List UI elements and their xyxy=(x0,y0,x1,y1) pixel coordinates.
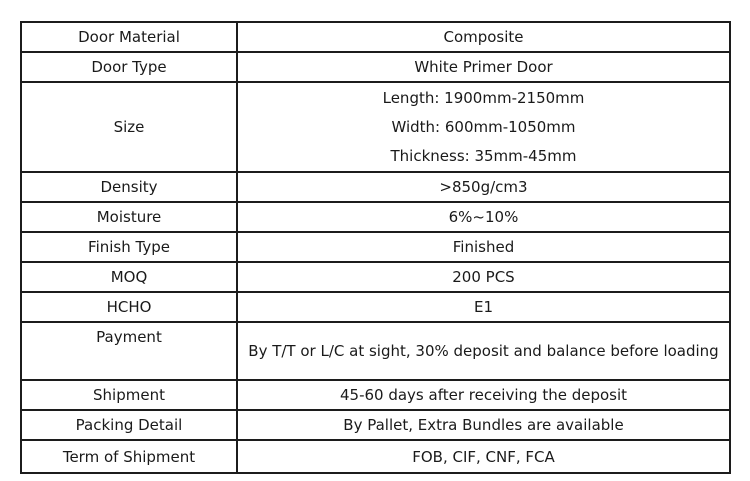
spec-value: 6%~10% xyxy=(237,202,730,232)
size-length-line: Length: 1900mm-2150mm xyxy=(382,88,585,107)
spec-value: By T/T or L/C at sight, 30% deposit and balance before loading xyxy=(237,322,730,380)
spec-label: Moisture xyxy=(21,202,237,232)
spec-label: Finish Type xyxy=(21,232,237,262)
table-row-moisture xyxy=(21,202,730,232)
table-row-size xyxy=(21,82,730,172)
spec-label: MOQ xyxy=(21,262,237,292)
spec-value: By Pallet, Extra Bundles are available xyxy=(237,410,730,440)
spec-label: Payment xyxy=(21,322,237,380)
spec-value: Finished xyxy=(237,232,730,262)
spec-value: 45-60 days after receiving the deposit xyxy=(237,380,730,410)
table-row-packing-detail xyxy=(21,410,730,440)
spec-label: Door Type xyxy=(21,52,237,82)
spec-value: FOB, CIF, CNF, FCA xyxy=(237,440,730,473)
spec-value: E1 xyxy=(237,292,730,322)
spec-value: >850g/cm3 xyxy=(237,172,730,202)
table-row-shipment xyxy=(21,380,730,410)
size-thickness-line: Thickness: 35mm-45mm xyxy=(390,146,577,165)
spec-label: Packing Detail xyxy=(21,410,237,440)
spec-label: HCHO xyxy=(21,292,237,322)
table-row-moq xyxy=(21,262,730,292)
spec-label: Size xyxy=(21,82,237,172)
spec-value: 200 PCS xyxy=(237,262,730,292)
table-row-door-type xyxy=(21,52,730,82)
product-spec-table xyxy=(20,21,731,474)
table-row-door-material xyxy=(21,22,730,52)
size-width-line: Width: 600mm-1050mm xyxy=(391,117,576,136)
spec-value xyxy=(237,82,730,172)
table-row-term-of-shipment xyxy=(21,440,730,473)
spec-label: Shipment xyxy=(21,380,237,410)
spec-value: Composite xyxy=(237,22,730,52)
product-spec-table-container xyxy=(20,21,729,474)
table-row-finish-type xyxy=(21,232,730,262)
table-row-density xyxy=(21,172,730,202)
spec-label: Density xyxy=(21,172,237,202)
spec-value: White Primer Door xyxy=(237,52,730,82)
spec-label: Term of Shipment xyxy=(21,440,237,473)
table-row-payment xyxy=(21,322,730,380)
spec-label: Door Material xyxy=(21,22,237,52)
table-row-hcho xyxy=(21,292,730,322)
